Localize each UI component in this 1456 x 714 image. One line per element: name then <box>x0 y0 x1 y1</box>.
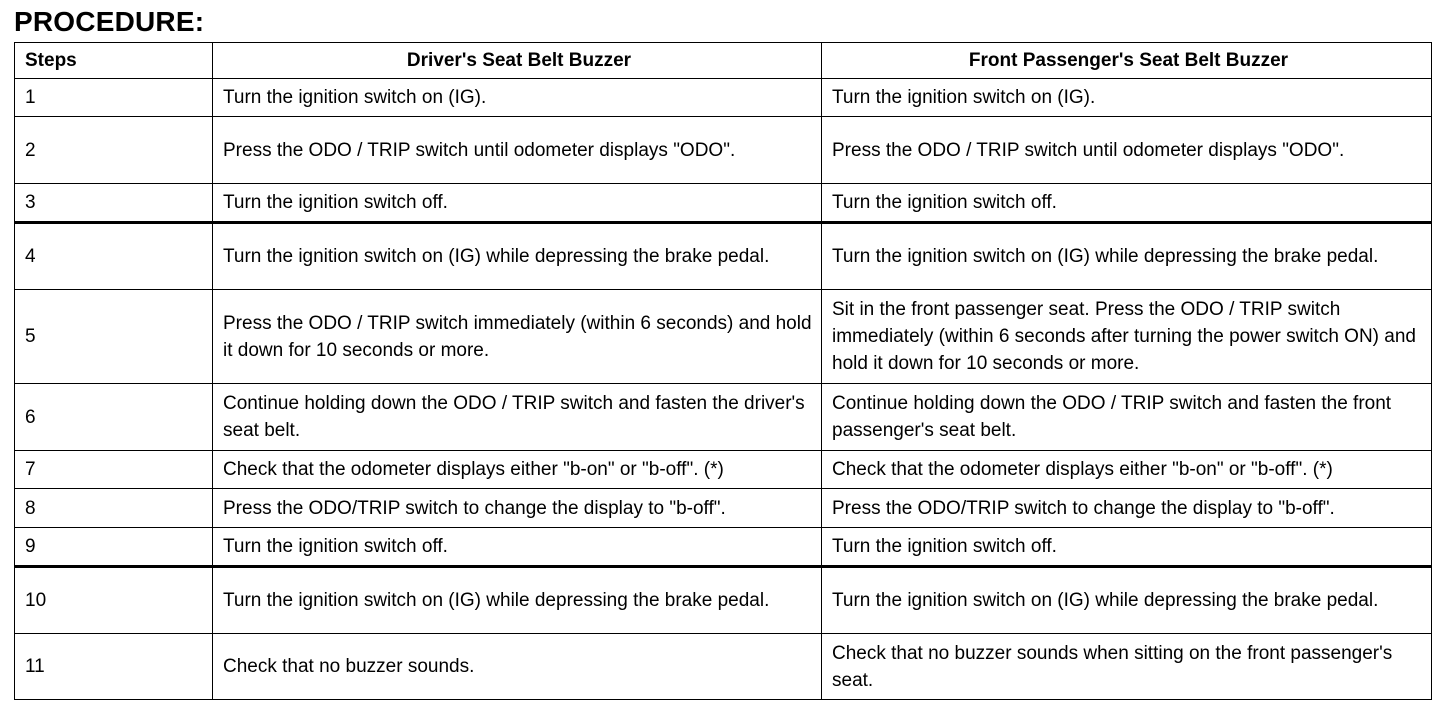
table-row <box>15 184 1432 223</box>
table-row <box>15 117 1432 184</box>
step-number: 1 <box>15 79 213 117</box>
step-number: 8 <box>15 489 213 528</box>
driver-step-text: Turn the ignition switch on (IG). <box>213 79 822 117</box>
driver-step-text: Check that the odometer displays either "b-on" or "b-off". (*) <box>213 451 822 489</box>
driver-step-text: Press the ODO / TRIP switch until odometer displays "ODO". <box>213 117 822 184</box>
passenger-step-text: Press the ODO / TRIP switch until odometer displays "ODO". <box>822 117 1432 184</box>
step-number: 3 <box>15 184 213 223</box>
page-title: PROCEDURE: <box>14 6 205 37</box>
passenger-step-text: Turn the ignition switch on (IG) while depressing the brake pedal. <box>822 567 1432 634</box>
table-row <box>15 634 1432 700</box>
passenger-step-text: Check that no buzzer sounds when sitting on the front passenger's seat. <box>822 634 1432 700</box>
step-number: 2 <box>15 117 213 184</box>
step-number: 11 <box>15 634 213 700</box>
step-number: 4 <box>15 223 213 290</box>
table-row <box>15 451 1432 489</box>
table-row <box>15 567 1432 634</box>
passenger-step-text: Turn the ignition switch on (IG) while depressing the brake pedal. <box>822 223 1432 290</box>
driver-step-text: Turn the ignition switch off. <box>213 528 822 567</box>
driver-step-text: Check that no buzzer sounds. <box>213 634 822 700</box>
step-number: 7 <box>15 451 213 489</box>
passenger-step-text: Sit in the front passenger seat. Press the ODO / TRIP switch immediately (within 6 seconds after turning the power switch ON) and hold it down for 10 seconds or more. <box>822 290 1432 384</box>
step-number: 9 <box>15 528 213 567</box>
header-passenger-buzzer: Front Passenger's Seat Belt Buzzer <box>822 43 1432 79</box>
passenger-step-text: Turn the ignition switch off. <box>822 184 1432 223</box>
step-number: 10 <box>15 567 213 634</box>
driver-step-text: Press the ODO / TRIP switch immediately (within 6 seconds) and hold it down for 10 seconds or more. <box>213 290 822 384</box>
table-row <box>15 223 1432 290</box>
passenger-step-text: Check that the odometer displays either "b-on" or "b-off". (*) <box>822 451 1432 489</box>
header-driver-buzzer: Driver's Seat Belt Buzzer <box>213 43 822 79</box>
table-row <box>15 79 1432 117</box>
table-row <box>15 489 1432 528</box>
step-number: 6 <box>15 384 213 451</box>
driver-step-text: Continue holding down the ODO / TRIP switch and fasten the driver's seat belt. <box>213 384 822 451</box>
driver-step-text: Press the ODO/TRIP switch to change the display to "b-off". <box>213 489 822 528</box>
step-number: 5 <box>15 290 213 384</box>
driver-step-text: Turn the ignition switch on (IG) while depressing the brake pedal. <box>213 567 822 634</box>
table-header-row <box>15 43 1432 79</box>
procedure-table <box>14 42 1432 700</box>
table-row <box>15 528 1432 567</box>
driver-step-text: Turn the ignition switch on (IG) while depressing the brake pedal. <box>213 223 822 290</box>
table-row <box>15 384 1432 451</box>
header-steps: Steps <box>15 43 213 79</box>
passenger-step-text: Turn the ignition switch on (IG). <box>822 79 1432 117</box>
table-row <box>15 290 1432 384</box>
passenger-step-text: Continue holding down the ODO / TRIP switch and fasten the front passenger's seat belt. <box>822 384 1432 451</box>
driver-step-text: Turn the ignition switch off. <box>213 184 822 223</box>
passenger-step-text: Turn the ignition switch off. <box>822 528 1432 567</box>
passenger-step-text: Press the ODO/TRIP switch to change the display to "b-off". <box>822 489 1432 528</box>
